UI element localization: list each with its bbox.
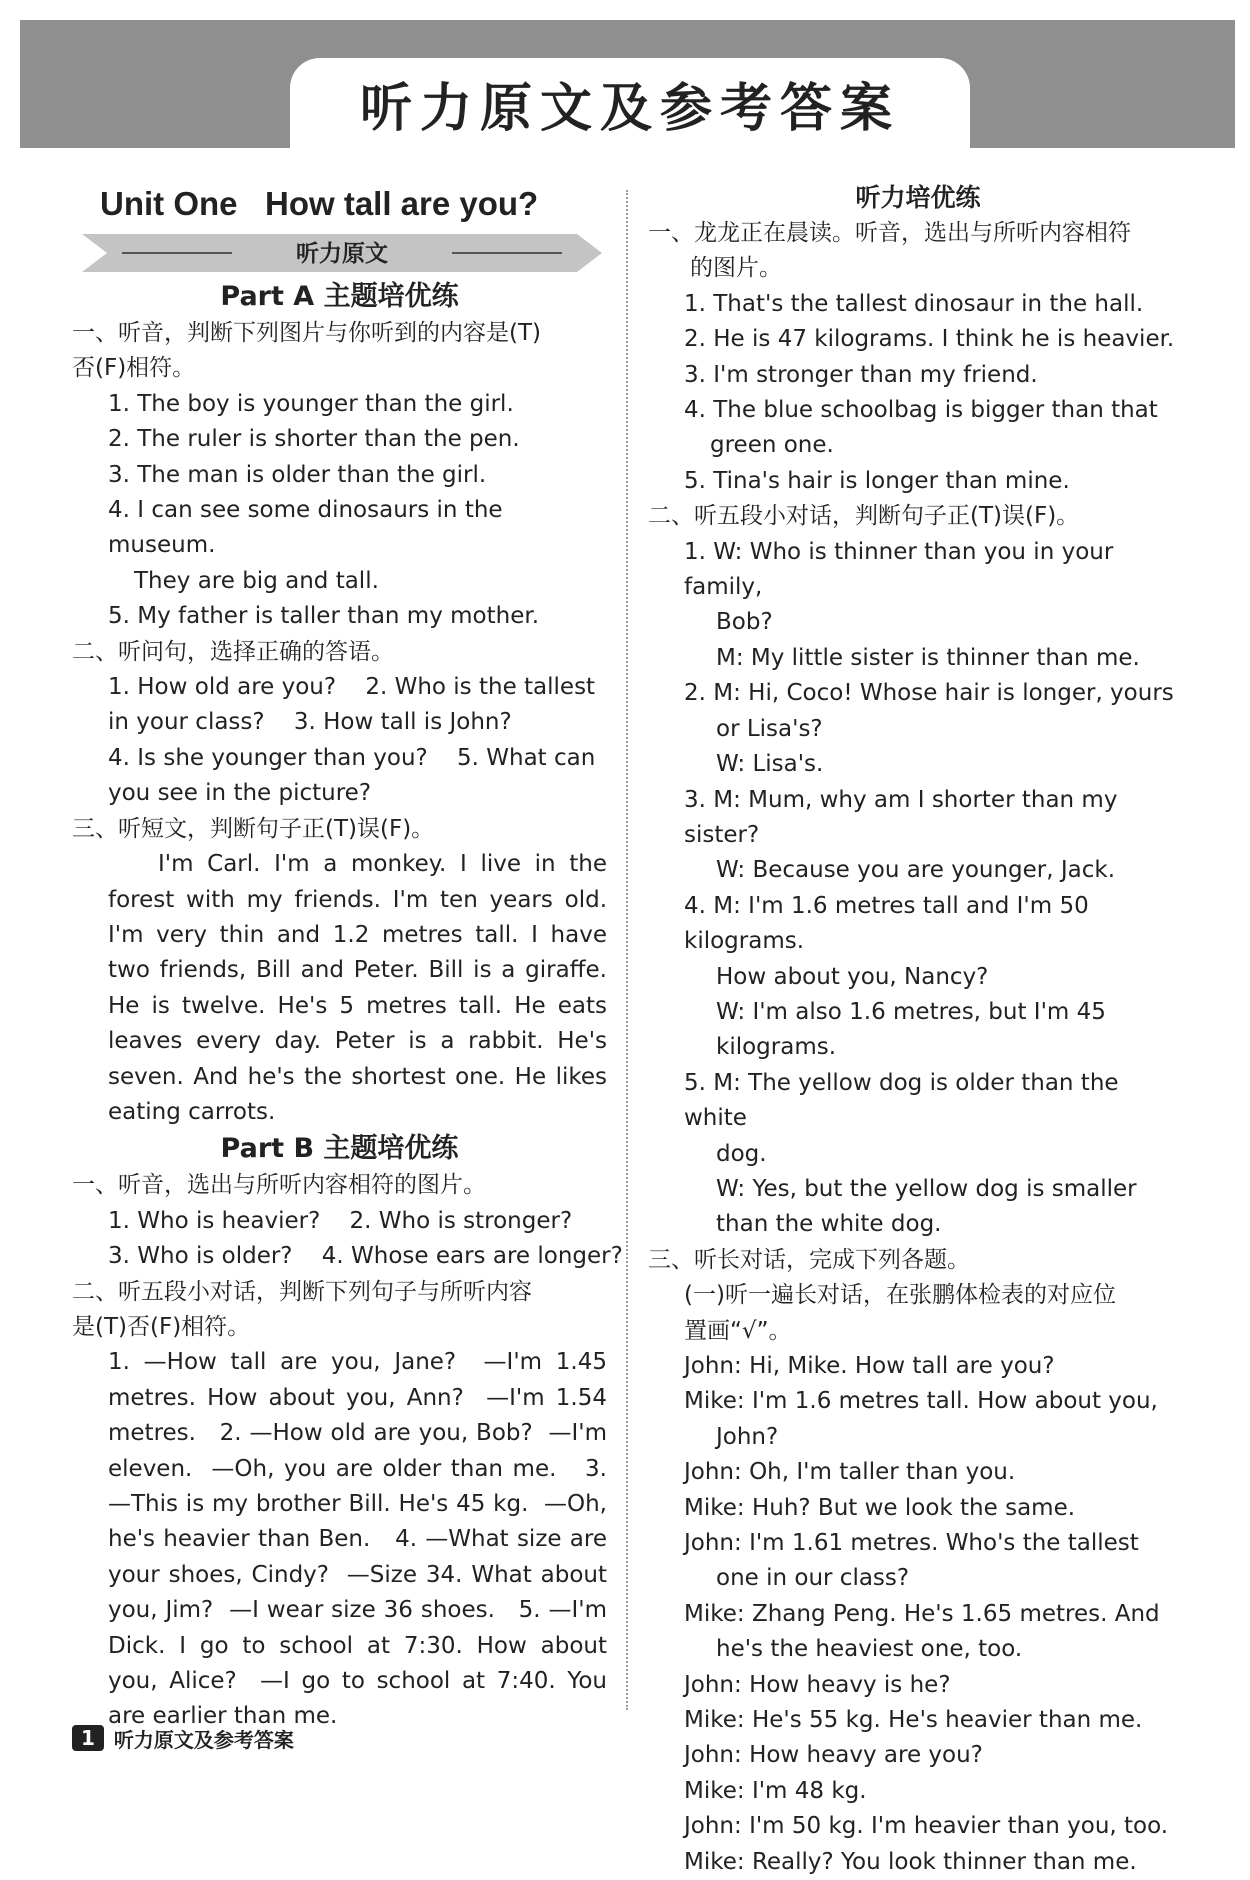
right-s3-subtitle-cont: 置画“√”。: [684, 1317, 792, 1344]
unit-title: Unit One How tall are you?: [100, 185, 539, 222]
dialogue-line: Mike: Really? You look thinner than me.: [684, 1848, 1137, 1875]
list-item: 4. The blue schoolbag is bigger than that: [684, 397, 1158, 424]
part-b-s2-title: 二、听五段小对话，判断下列句子与所听内容: [72, 1278, 532, 1305]
list-item-cont: green one.: [710, 432, 834, 459]
right-s1-title: 一、龙龙正在晨读。听音，选出与所听内容相符: [648, 220, 1131, 246]
page-footer: [72, 1722, 294, 1754]
question-line: 1. How old are you? 2. Who is the tallest: [108, 674, 596, 701]
column-divider: [626, 190, 628, 1710]
part-a-s1-title: 一、听音，判断下列图片与你听到的内容是(T): [72, 320, 541, 346]
right-s3-title: 三、听长对话，完成下列各题。: [648, 1246, 970, 1273]
question-line: you see in the picture?: [108, 780, 372, 807]
section-banner: [82, 230, 602, 276]
list-item: 5. Tina's hair is longer than mine.: [684, 467, 1070, 494]
list-item: 3. The man is older than the girl.: [108, 461, 487, 488]
banner-label: 听力原文: [296, 241, 388, 267]
dialogue-line: than the white dog.: [716, 1211, 942, 1238]
dialogue-line: John: I'm 50 kg. I'm heavier than you, too.: [684, 1813, 1169, 1840]
dialogue-line: or Lisa's?: [716, 715, 823, 742]
part-a-passage: I'm Carl. I'm a monkey. I live in the forest with my friends. I'm ten years old. I'm very thin and 1.2 metres tall. I have two friends, Bill and Peter. Bill is a giraffe. He is twelve. He's 5 metres tall. He eats leaves every day. Peter is a rabbit. He's seven. And he's the shortest one. He likes eating carrots.: [108, 851, 607, 1125]
dialogue-line: W: Because you are younger, Jack.: [716, 857, 1116, 884]
right-s2-title: 二、听五段小对话，判断句子正(T)误(F)。: [648, 503, 1080, 530]
part-a-s2-title: 二、听问句，选择正确的答语。: [72, 638, 394, 665]
dialogue-line: 1. W: Who is thinner than you in your family,: [684, 538, 1114, 601]
dialogue-line: Mike: I'm 1.6 metres tall. How about you,: [684, 1388, 1158, 1415]
dialogue-line: John?: [716, 1423, 779, 1450]
part-a-s1-title-cont: 否(F)相符。: [72, 355, 196, 382]
dialogue-line: 5. M: The yellow dog is older than the white: [684, 1069, 1119, 1132]
dialogue-line: Mike: I'm 48 kg.: [684, 1777, 867, 1804]
question-line: 3. Who is older? 4. Whose ears are longer?: [108, 1243, 623, 1270]
part-a-heading: Part A 主题培优练: [220, 281, 459, 312]
dialogue-line: he's the heaviest one, too.: [716, 1636, 1023, 1663]
page-title: 听力原文及参考答案: [290, 58, 970, 148]
dialogue-line: Mike: He's 55 kg. He's heavier than me.: [684, 1707, 1143, 1734]
part-b-s1-title: 一、听音，选出与所听内容相符的图片。: [72, 1172, 486, 1199]
list-item: 2. He is 47 kilograms. I think he is heavier.: [684, 326, 1175, 353]
dialogue-line: W: I'm also 1.6 metres, but I'm 45 kilograms.: [716, 998, 1106, 1061]
question-line: in your class? 3. How tall is John?: [108, 709, 512, 736]
list-item: 5. My father is taller than my mother.: [108, 603, 540, 630]
list-item: 2. The ruler is shorter than the pen.: [108, 426, 520, 453]
dialogue-line: W: Yes, but the yellow dog is smaller: [716, 1175, 1137, 1202]
dialogue-line: 2. M: Hi, Coco! Whose hair is longer, yours: [684, 680, 1174, 707]
page-number: 1: [72, 1725, 104, 1751]
list-item: 1. That's the tallest dinosaur in the hall.: [684, 290, 1144, 317]
dialogue-line: John: How heavy are you?: [684, 1742, 983, 1769]
part-b-dialogues: 1. —How tall are you, Jane? —I'm 1.45 metres. How about you, Ann? —I'm 1.54 metres. 2. —How old are you, Bob? —I'm eleven. —Oh, you are older than me. 3. —This is my brother Bill. He's 45 kg. —Oh, he's heavier than Ben. 4. —What size are your shoes, Cindy? —Size 34. What about you, Jim? —I wear size 36 shoes. 5. —I'm Dick. I go to school at 7:30. How about you, Alice? —I go to school at 7:40. You are earlier than me.: [108, 1349, 615, 1730]
dialogue-line: John: Hi, Mike. How tall are you?: [684, 1353, 1055, 1379]
question-line: 1. Who is heavier? 2. Who is stronger?: [108, 1207, 573, 1234]
dialogue-line: John: Oh, I'm taller than you.: [684, 1459, 1016, 1486]
right-s1-title-cont: 的图片。: [690, 255, 782, 282]
question-line: 4. Is she younger than you? 5. What can: [108, 744, 596, 771]
dialogue-line: dog.: [716, 1140, 767, 1167]
dialogue-line: 4. M: I'm 1.6 metres tall and I'm 50 kilograms.: [684, 892, 1089, 955]
right-s3-dialogue: [648, 1349, 1188, 1880]
right-column: [648, 180, 1188, 1880]
dialogue-line: Mike: Huh? But we look the same.: [684, 1494, 1076, 1521]
dialogue-line: 3. M: Mum, why am I shorter than my sister?: [684, 786, 1118, 848]
list-item-cont: They are big and tall.: [134, 567, 379, 594]
dialogue-line: John: I'm 1.61 metres. Who's the tallest: [684, 1530, 1139, 1557]
left-column: [72, 180, 623, 1735]
list-item: 3. I'm stronger than my friend.: [684, 361, 1038, 388]
part-a-s3-title: 三、听短文，判断句子正(T)误(F)。: [72, 815, 435, 842]
part-b-s2-title-cont: 是(T)否(F)相符。: [72, 1313, 251, 1340]
dialogue-line: Mike: Zhang Peng. He's 1.65 metres. And: [684, 1600, 1160, 1627]
right-s3-subtitle: (一)听一遍长对话，在张鹏体检表的对应位: [684, 1282, 1116, 1309]
right-heading: 听力培优练: [855, 183, 981, 212]
part-b-heading: Part B 主题培优练: [220, 1133, 459, 1165]
dialogue-line: M: My little sister is thinner than me.: [716, 644, 1140, 671]
right-s2-dialogues: [648, 535, 1188, 1243]
list-item: 4. I can see some dinosaurs in the museum.: [108, 497, 503, 559]
dialogue-line: John: How heavy is he?: [684, 1671, 951, 1698]
dialogue-line: one in our class?: [716, 1565, 910, 1592]
footer-title: 听力原文及参考答案: [113, 1727, 294, 1752]
dialogue-line: Bob?: [716, 609, 773, 636]
dialogue-line: W: Lisa's.: [716, 751, 824, 778]
dialogue-line: How about you, Nancy?: [716, 963, 989, 990]
list-item: 1. The boy is younger than the girl.: [108, 390, 514, 417]
